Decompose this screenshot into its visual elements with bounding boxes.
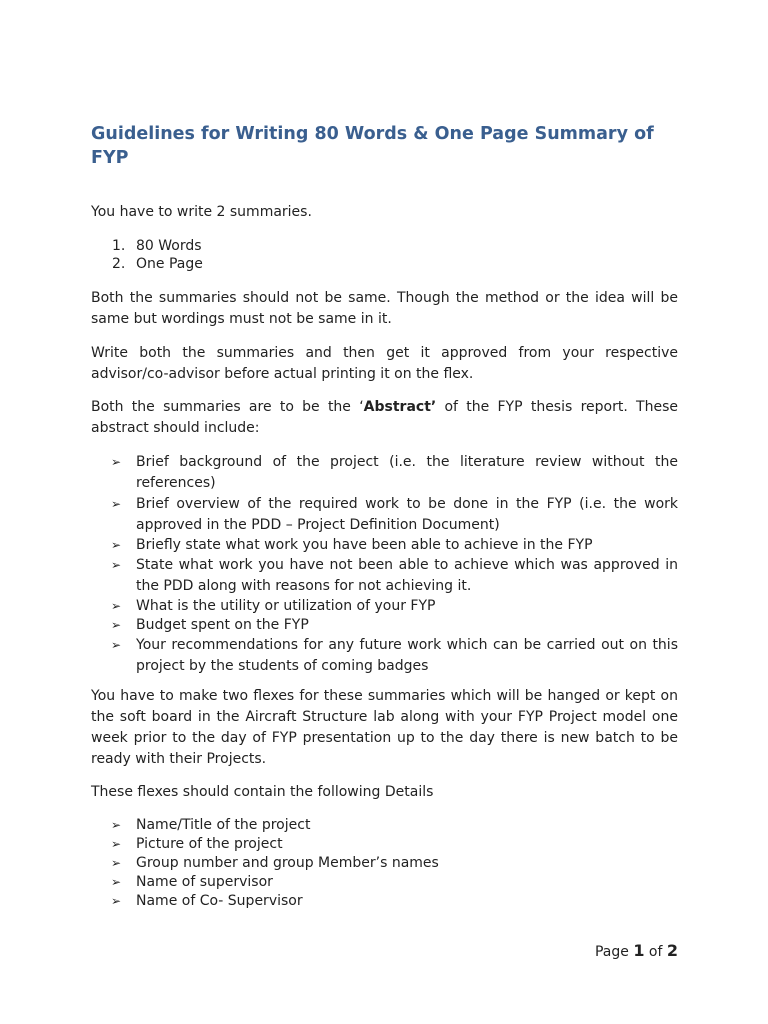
current-page-number: 1: [633, 941, 645, 960]
list-item-text: Brief overview of the required work to be done in the FYP (i.e. the work approved in the PDD – Project Definition Document): [136, 496, 678, 533]
arrow-bullet-icon: ➢: [111, 856, 122, 870]
arrow-bullet-icon: ➢: [111, 837, 122, 851]
list-item-text: Name/Title of the project: [136, 817, 311, 833]
list-item-text: Budget spent on the FYP: [136, 617, 309, 633]
list-item: [91, 873, 678, 892]
list-item-text: Picture of the project: [136, 836, 283, 852]
list-item-text: Briefly state what work you have been able to achieve in the FYP: [136, 537, 593, 553]
list-number: 1.: [112, 238, 126, 254]
arrow-bullet-icon: ➢: [111, 558, 122, 572]
page-label: Page: [594, 944, 629, 960]
arrow-bullet-icon: ➢: [111, 618, 122, 632]
summary-count-list: [91, 237, 678, 273]
abstract-text-after: of the FYP thesis report. These abstract should include:: [91, 399, 678, 436]
abstract-keyword: Abstract’: [363, 399, 437, 415]
list-item-text: Group number and group Member’s names: [136, 855, 439, 871]
intro-paragraph: You have to write 2 summaries.: [91, 204, 312, 220]
list-item: [91, 854, 678, 873]
flexes-paragraph: You have to make two flexes for these summaries which will be hanged or kept on the soft board in the Aircraft Structure lab along with your FYP Project model one week prior to the day of FYP presentation up to the day there is new batch to be ready with their Projects.: [91, 688, 678, 767]
list-item: [91, 616, 678, 635]
list-item: [91, 255, 678, 273]
list-item-text: 80 Words: [136, 238, 202, 254]
list-item: [91, 237, 678, 255]
list-item: [91, 597, 678, 616]
list-item-text: What is the utility or utilization of your FYP: [136, 598, 436, 614]
arrow-bullet-icon: ➢: [111, 875, 122, 889]
list-item: [91, 816, 678, 835]
list-item: [91, 555, 678, 597]
list-item: [91, 494, 678, 536]
list-item: [91, 452, 678, 494]
list-item: [91, 835, 678, 854]
flex-details-intro: These flexes should contain the following Details: [91, 784, 434, 800]
list-item: [91, 892, 678, 911]
document-title: Guidelines for Writing 80 Words & One Page Summary of FYP: [91, 124, 654, 168]
list-item: [91, 635, 678, 677]
flex-details-list: [91, 816, 678, 911]
of-label: of: [648, 944, 663, 960]
not-same-paragraph: Both the summaries should not be same. Though the method or the idea will be same but wordings must not be same in it.: [91, 290, 678, 327]
arrow-bullet-icon: ➢: [111, 599, 122, 613]
list-number: 2.: [112, 256, 126, 272]
arrow-bullet-icon: ➢: [111, 818, 122, 832]
list-item: [91, 536, 678, 555]
list-item-text: Brief background of the project (i.e. the literature review without the references): [136, 454, 678, 491]
total-page-count: 2: [666, 941, 678, 960]
list-item-text: State what work you have not been able to achieve which was approved in the PDD along with reasons for not achieving it.: [136, 557, 678, 594]
list-item-text: One Page: [136, 256, 203, 272]
arrow-bullet-icon: ➢: [111, 497, 122, 511]
abstract-paragraph: [91, 397, 678, 439]
arrow-bullet-icon: ➢: [111, 638, 122, 652]
approval-paragraph: Write both the summaries and then get it approved from your respective advisor/co-advisor before actual printing it on the flex.: [91, 345, 678, 382]
list-item-text: Your recommendations for any future work which can be carried out on this project by the students of coming badges: [136, 637, 678, 674]
arrow-bullet-icon: ➢: [111, 894, 122, 908]
list-item-text: Name of supervisor: [136, 874, 273, 890]
page-number-footer: [560, 941, 678, 960]
list-item-text: Name of Co- Supervisor: [136, 893, 303, 909]
arrow-bullet-icon: ➢: [111, 538, 122, 552]
abstract-text-before: Both the summaries are to be the ‘: [91, 399, 364, 415]
abstract-contents-list: [91, 452, 678, 677]
arrow-bullet-icon: ➢: [111, 455, 122, 469]
